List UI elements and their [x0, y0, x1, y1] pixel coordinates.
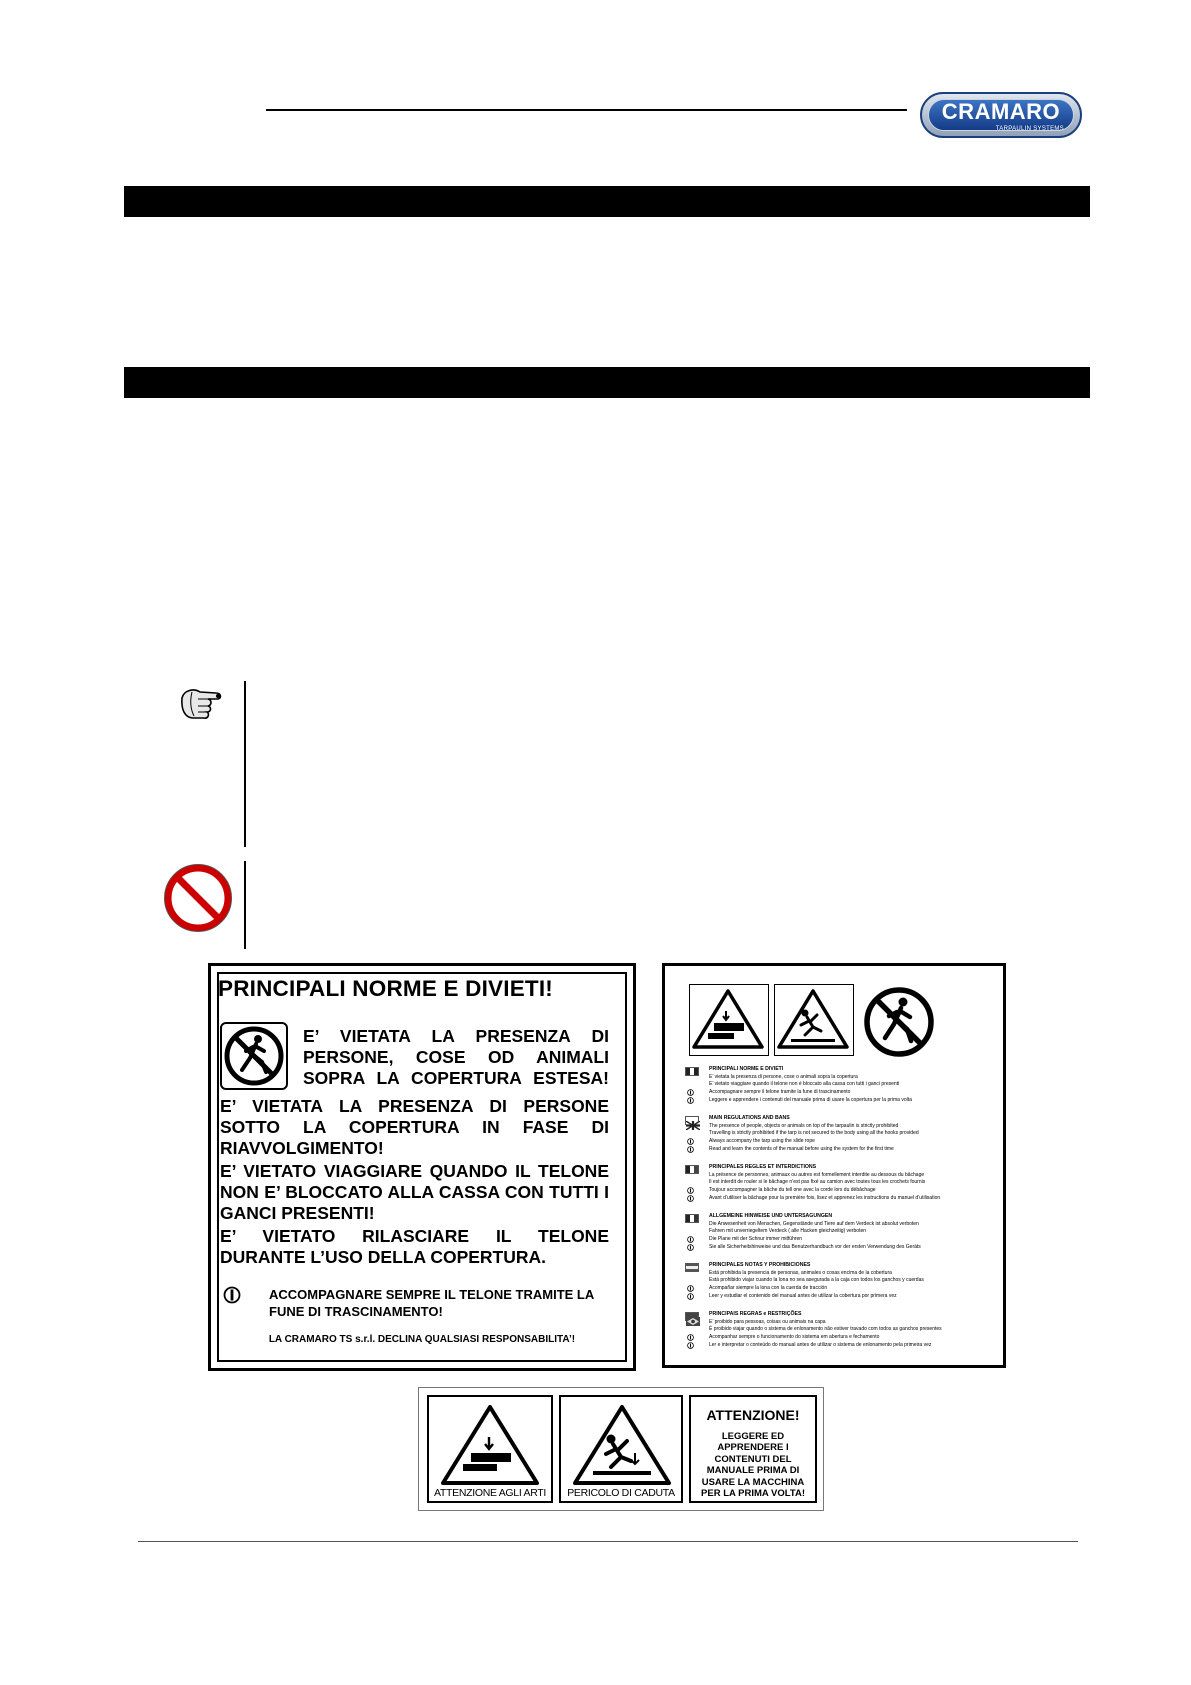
ban-line: E’ proibido para pessoas, coisas ou animais na capa [709, 1319, 826, 1325]
ban-line: Die Anwesenheit von Menschen, Gegenstände und Tiere auf dem Verdeck ist absolut verboten [709, 1221, 919, 1227]
fall-caption: PERICOLO DI CADUTA [567, 1487, 675, 1499]
fall-warning-panel [559, 1395, 683, 1503]
disclaimer-text: LA CRAMARO TS s.r.l. DECLINA QUALSIASI RESPONSABILITA’! [268, 1334, 576, 1345]
note-line: Toujour accompagner la bâche du tell one avec la corde lors du débâchage [709, 1187, 876, 1193]
lang-heading: ALLGEMEINE HINWEISE UND UNTERSAGUNGEN [709, 1213, 833, 1219]
note-line: Avant d’utiliser la bâchage pour la première fois, lisez et apprenez les instructions du manuel d’utilisation [709, 1195, 941, 1201]
falling-person-icon [569, 1401, 675, 1487]
attention-body: LEGGERE ED APPRENDERE I CONTENUTI DEL MANUALE PRIMA DI USARE LA MACCHINA PER LA PRIMA VOLTA! [701, 1431, 805, 1500]
note-line: Accompagnare sempre il telone tramite la fune di trascinamento [709, 1089, 851, 1095]
logo-tagline: TARPAULIN SYSTEMS [995, 126, 1064, 132]
multilingual-sign [662, 963, 1006, 1368]
info-icon [687, 1285, 694, 1292]
note-line: Always accompany the tarp using the slide rope [709, 1138, 815, 1144]
info-icon [687, 1334, 694, 1341]
info-icon [687, 1342, 694, 1349]
flag-de [685, 1214, 699, 1223]
ban-line: E’ vietato viaggiare quando il telone non è bloccato alla cassa con tutti i ganci presenti [709, 1081, 900, 1087]
info-icon [687, 1187, 694, 1194]
lang-heading: PRINCIPAIS REGRAS e RESTRIÇÕES [709, 1311, 802, 1317]
crush-hazard-icon [690, 985, 767, 1054]
rule-1: E’ VIETATA LA PRESENZA DI PERSONE, COSE OD ANIMALI SOPRA LA COPERTURA ESTESA! [303, 1026, 609, 1088]
info-icon [687, 1146, 694, 1153]
limbs-caption: ATTENZIONE AGLI ARTI [433, 1487, 547, 1499]
lang-heading: PRINCIPALES REGLES ET INTERDICTIONS [709, 1164, 817, 1170]
header-rule [266, 109, 907, 111]
ban-line: E’ vietata la presenza di persone, cose o animali sopra la copertura [709, 1074, 858, 1080]
prohibition-icon [164, 864, 232, 932]
lang-heading: PRINCIPALES NOTAS Y PROHIBICIONES [709, 1262, 811, 1268]
sign-title: PRINCIPALI NORME E DIVIETI! [218, 976, 554, 1001]
ban-line: Fahren mit unverriegeltem Verdeck ( alle Hacken gleichzeitig) verboten [709, 1228, 867, 1234]
ban-line: The presence of people, objects or animals on top of the tarpaulin is strictly prohibited [709, 1123, 899, 1129]
ban-line: La présence de personnes, animaux ou autres est formellement interdite au dessous du bâchage [709, 1172, 925, 1178]
flag-es [685, 1263, 699, 1272]
note-line: Acompanhar sempre o funcionamento do sistema em abertura e fechamento [709, 1334, 880, 1340]
ban-line: É proibido viajar quando o sistema de enlonamento não estiver travado com todos as ganchos presentes [709, 1326, 942, 1332]
flag-br [685, 1312, 699, 1321]
warning-divider [244, 861, 246, 949]
hazard-sign-strip [418, 1387, 824, 1511]
ban-line: Está prohibido viajar cuando la lona no sea asegurada a la caja con todos los ganchos y cuerdas [709, 1277, 924, 1283]
no-person-pictogram [220, 1022, 288, 1090]
info-icon [687, 1244, 694, 1251]
limbs-warning-panel [427, 1395, 553, 1503]
note-line: Acompañar siempre la lona con la cuerda de tracción [709, 1285, 828, 1291]
rules-2-4 [220, 1096, 609, 1268]
note-line: Leer y estudiar el contenido del manual antes de utilizar la cobertura por primera vez [709, 1293, 897, 1299]
info-icon [687, 1195, 694, 1202]
lang-heading: MAIN REGULATIONS AND BANS [709, 1115, 790, 1121]
note-line: Sie alle Sicherheitshinweise und das Benutzerhandbuch vor der ersten Verwendung des Geräts [709, 1244, 921, 1250]
ban-line: Travelling is strictly prohibited if the tarp is not secured to the body using all the hooks provided [709, 1130, 919, 1136]
pointing-hand-icon [178, 684, 226, 724]
flag-uk [685, 1116, 699, 1125]
fall-hazard-pictogram [774, 984, 854, 1056]
ban-line: Está prohibida la presencia de personas, animales o cosas encima de la cobertura [709, 1270, 892, 1276]
note-line: Die Plane mit der Schnur immer mitführen [709, 1236, 803, 1242]
crush-hazard-icon [437, 1401, 543, 1487]
rule-4: E’ VIETATO RILASCIARE IL TELONE DURANTE L’USO DELLA COPERTURA. [220, 1226, 609, 1267]
falling-person-icon [775, 985, 852, 1054]
flag-it [685, 1067, 699, 1076]
note-divider [244, 681, 246, 847]
rule-2: E’ VIETATA LA PRESENZA DI PERSONE SOTTO LA COPERTURA IN FASE DI RIAVVOLGIMENTO! [220, 1096, 609, 1158]
rule-3: E’ VIETATO VIAGGIARE QUANDO IL TELONE NON E’ BLOCCATO ALLA CASSA CON TUTTI I GANCI PRESENTI! [220, 1161, 609, 1223]
attention-panel [689, 1395, 817, 1503]
info-icon [223, 1286, 241, 1304]
note-line: Ler e interpretar o conteúdo do manual antes de utilizar o sistema de enlonamento pela primeira vez [709, 1342, 932, 1348]
no-person-pictogram-2 [861, 986, 937, 1063]
footer-rule [138, 1541, 1078, 1542]
no-walking-person-icon [222, 1024, 286, 1088]
note-line: Read and learn the contents of the manual before using the system for the first time [709, 1146, 894, 1152]
cramaro-logo [920, 92, 1082, 138]
info-icon [687, 1293, 694, 1300]
main-rules-sign [208, 963, 636, 1371]
info-icon [687, 1089, 694, 1096]
attention-title: ATTENZIONE! [706, 1407, 800, 1423]
limbs-hazard-pictogram [689, 984, 769, 1056]
instruction-text: ACCOMPAGNARE SEMPRE IL TELONE TRAMITE LA FUNE DI TRASCINAMENTO! [269, 1287, 594, 1319]
ban-line: Il est interdit de rouler si le bâchage n’est pas fixé au camion avec toutes tous les crochets fournis [709, 1179, 926, 1185]
note-line: Leggere e apprendere i contenuti del manuale prima di usare la copertura per la prima volta [709, 1097, 912, 1103]
flag-fr [685, 1165, 699, 1174]
info-icon [687, 1138, 694, 1145]
logo-name: CRAMARO [941, 99, 1061, 124]
no-walking-person-icon-2 [861, 986, 937, 1058]
info-icon [687, 1236, 694, 1243]
section-bar-2 [124, 367, 1090, 398]
lang-heading: PRINCIPALI NORME E DIVIETI [709, 1066, 784, 1072]
info-icon [687, 1097, 694, 1104]
section-bar-1 [124, 186, 1090, 217]
